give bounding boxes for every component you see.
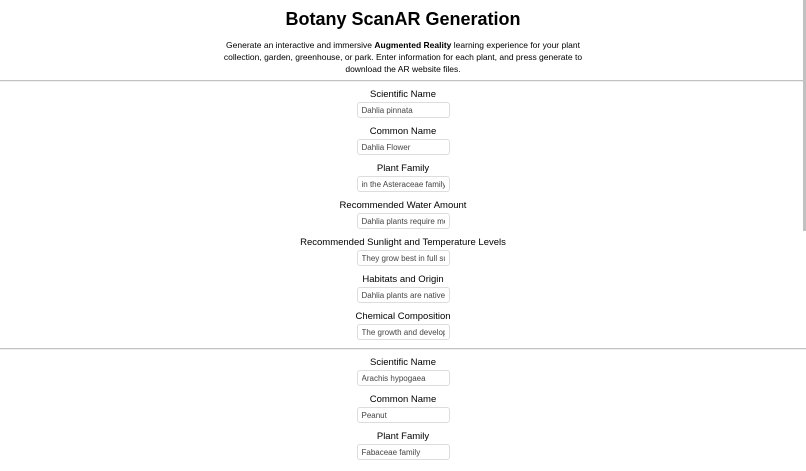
common-name-input[interactable] [357,407,450,423]
common-name-input[interactable] [357,139,450,155]
page [0,9,806,460]
plant-forms [0,80,806,460]
scientific-name-label: Scientific Name [370,357,436,368]
page-title: Botany ScanAR Generation [285,9,521,29]
field-chemical-composition [0,311,806,340]
plant-family-input[interactable] [357,444,450,460]
plant-form [0,82,806,340]
field-habitats-origin [0,274,806,303]
water-amount-input[interactable] [357,213,450,229]
field-scientific-name [0,357,806,386]
common-name-label: Common Name [369,126,437,137]
scientific-name-input[interactable] [357,370,450,386]
description-text-before: Generate an interactive and immersive [226,40,375,50]
page-description [217,39,589,75]
field-scientific-name [0,89,806,118]
description-text-after: learning experience for your plant collection, garden, greenhouse, or park. Enter information for each plant, and press generate to download the AR website files. [223,40,583,74]
chemical-composition-label: Chemical Composition [355,311,451,322]
sunlight-temperature-label: Recommended Sunlight and Temperature Levels [300,237,506,248]
field-common-name [0,126,806,155]
field-plant-family [0,163,806,192]
sunlight-temperature-input[interactable] [357,250,450,266]
scientific-name-input[interactable] [357,102,450,118]
water-amount-label: Recommended Water Amount [339,200,467,211]
field-sunlight-temperature [0,237,806,266]
habitats-origin-input[interactable] [357,287,450,303]
plant-family-label: Plant Family [376,431,430,442]
plant-family-label: Plant Family [376,163,430,174]
plant-form [0,350,806,460]
scientific-name-label: Scientific Name [370,89,436,100]
chemical-composition-input[interactable] [357,324,450,340]
plant-family-input[interactable] [357,176,450,192]
habitats-origin-label: Habitats and Origin [362,274,444,285]
common-name-label: Common Name [369,394,437,405]
field-common-name [0,394,806,423]
field-plant-family [0,431,806,460]
field-water-amount [0,200,806,229]
description-bold-text: Augmented Reality [374,40,452,50]
